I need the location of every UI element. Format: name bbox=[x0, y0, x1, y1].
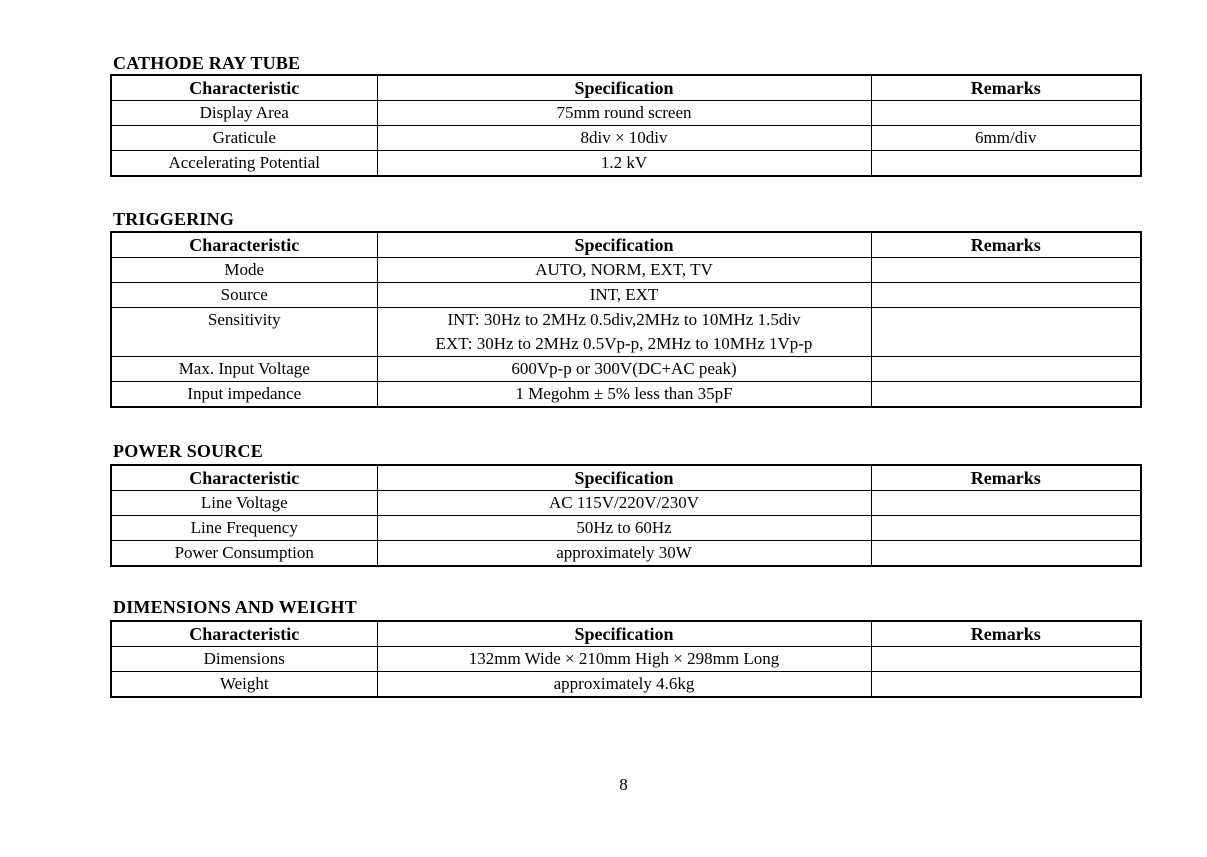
cell-remarks: 6mm/div bbox=[871, 126, 1141, 151]
cell-characteristic: Power Consumption bbox=[111, 541, 377, 567]
cell-remarks bbox=[871, 541, 1141, 567]
cell-specification: 50Hz to 60Hz bbox=[377, 516, 871, 541]
table-row bbox=[111, 283, 1141, 308]
table-row bbox=[111, 357, 1141, 382]
header-remarks: Remarks bbox=[871, 621, 1141, 647]
cell-characteristic: Line Voltage bbox=[111, 491, 377, 516]
page-number: 8 bbox=[619, 775, 628, 794]
spec-line: EXT: 30Hz to 2MHz 0.5Vp-p, 2MHz to 10MHz 1Vp-p bbox=[435, 334, 813, 353]
table-header-row bbox=[111, 75, 1141, 101]
header-characteristic: Characteristic bbox=[111, 232, 377, 258]
cell-remarks bbox=[871, 283, 1141, 308]
header-specification: Specification bbox=[377, 465, 871, 491]
table-row bbox=[111, 101, 1141, 126]
header-remarks: Remarks bbox=[871, 232, 1141, 258]
table-row bbox=[111, 672, 1141, 698]
cell-specification: INT, EXT bbox=[377, 283, 871, 308]
cell-characteristic: Sensitivity bbox=[111, 308, 377, 357]
spec-table bbox=[110, 464, 1142, 567]
header-specification: Specification bbox=[377, 621, 871, 647]
cell-remarks bbox=[871, 382, 1141, 408]
table-header-row bbox=[111, 621, 1141, 647]
table-header-row bbox=[111, 465, 1141, 491]
header-characteristic: Characteristic bbox=[111, 75, 377, 101]
cell-characteristic: Dimensions bbox=[111, 647, 377, 672]
cell-remarks bbox=[871, 101, 1141, 126]
cell-characteristic: Max. Input Voltage bbox=[111, 357, 377, 382]
section-title: DIMENSIONS AND WEIGHT bbox=[113, 597, 357, 617]
spec-table bbox=[110, 231, 1142, 408]
cell-characteristic: Mode bbox=[111, 258, 377, 283]
table-row bbox=[111, 647, 1141, 672]
header-specification: Specification bbox=[377, 75, 871, 101]
spec-table bbox=[110, 620, 1142, 698]
cell-remarks bbox=[871, 357, 1141, 382]
spec-line: INT: 30Hz to 2MHz 0.5div,2MHz to 10MHz 1.5div bbox=[447, 310, 801, 329]
cell-specification: 1.2 kV bbox=[377, 151, 871, 177]
section-title: POWER SOURCE bbox=[113, 441, 263, 461]
table-row bbox=[111, 126, 1141, 151]
table-row bbox=[111, 541, 1141, 567]
cell-specification: approximately 30W bbox=[377, 541, 871, 567]
header-characteristic: Characteristic bbox=[111, 621, 377, 647]
cell-remarks bbox=[871, 491, 1141, 516]
section-title: CATHODE RAY TUBE bbox=[113, 53, 301, 73]
cell-characteristic: Source bbox=[111, 283, 377, 308]
cell-characteristic: Weight bbox=[111, 672, 377, 698]
table-row bbox=[111, 516, 1141, 541]
cell-specification: AUTO, NORM, EXT, TV bbox=[377, 258, 871, 283]
cell-specification: AC 115V/220V/230V bbox=[377, 491, 871, 516]
cell-specification: 8div × 10div bbox=[377, 126, 871, 151]
spec-table bbox=[110, 74, 1142, 177]
table-row bbox=[111, 308, 1141, 357]
header-remarks: Remarks bbox=[871, 465, 1141, 491]
header-specification: Specification bbox=[377, 232, 871, 258]
table-row bbox=[111, 382, 1141, 408]
table-row bbox=[111, 151, 1141, 177]
cell-characteristic: Graticule bbox=[111, 126, 377, 151]
cell-characteristic: Line Frequency bbox=[111, 516, 377, 541]
cell-remarks bbox=[871, 647, 1141, 672]
cell-remarks bbox=[871, 308, 1141, 357]
cell-remarks bbox=[871, 258, 1141, 283]
cell-specification: approximately 4.6kg bbox=[377, 672, 871, 698]
cell-specification: 75mm round screen bbox=[377, 101, 871, 126]
cell-remarks bbox=[871, 151, 1141, 177]
cell-specification: 1 Megohm ± 5% less than 35pF bbox=[377, 382, 871, 408]
table-row bbox=[111, 258, 1141, 283]
header-characteristic: Characteristic bbox=[111, 465, 377, 491]
table-header-row bbox=[111, 232, 1141, 258]
cell-characteristic: Display Area bbox=[111, 101, 377, 126]
section-title: TRIGGERING bbox=[113, 209, 235, 229]
cell-remarks bbox=[871, 672, 1141, 698]
cell-characteristic: Input impedance bbox=[111, 382, 377, 408]
cell-characteristic: Accelerating Potential bbox=[111, 151, 377, 177]
cell-specification bbox=[377, 308, 871, 357]
cell-specification: 132mm Wide × 210mm High × 298mm Long bbox=[377, 647, 871, 672]
header-remarks: Remarks bbox=[871, 75, 1141, 101]
cell-specification: 600Vp-p or 300V(DC+AC peak) bbox=[377, 357, 871, 382]
table-row bbox=[111, 491, 1141, 516]
cell-remarks bbox=[871, 516, 1141, 541]
